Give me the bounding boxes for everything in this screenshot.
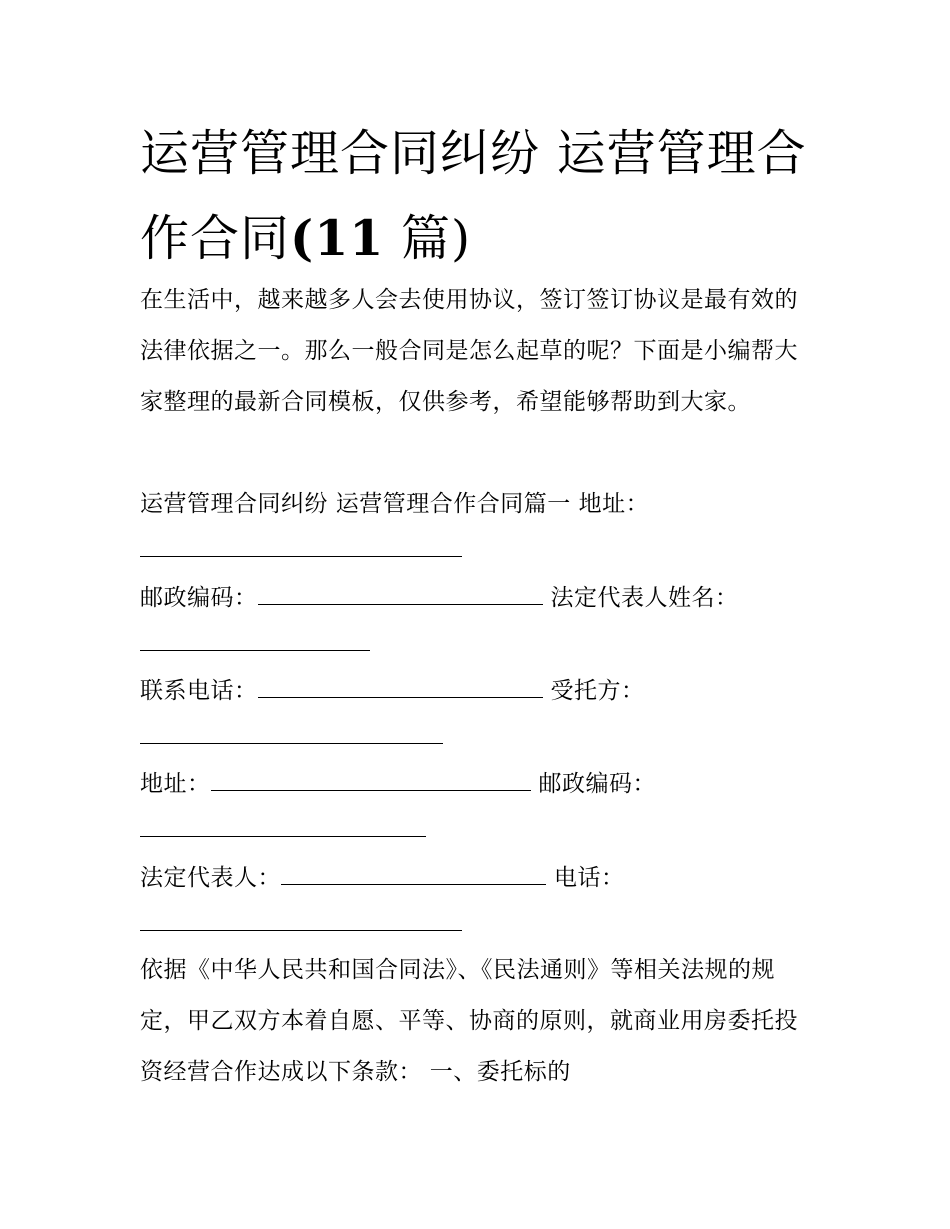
legal-rep-name-label: 法定代表人姓名： <box>550 585 739 611</box>
address-blank[interactable] <box>140 556 462 557</box>
phone-row <box>140 668 840 714</box>
document-title <box>140 112 820 281</box>
phone-2-label: 电话： <box>554 865 625 891</box>
legal-rep-row <box>140 855 840 901</box>
address-2-blank[interactable] <box>211 764 531 791</box>
title-line-2-prefix: 作合同 <box>140 210 291 267</box>
phone-blank[interactable] <box>258 671 543 698</box>
address-row <box>140 761 840 807</box>
trustee-label: 受托方： <box>550 678 645 704</box>
trustee-blank[interactable] <box>140 743 443 744</box>
title-line-2-bold: (11 <box>290 209 385 267</box>
section-heading <box>140 481 840 527</box>
legal-rep-name-blank[interactable] <box>140 650 370 651</box>
title-line-2-suffix: 篇) <box>384 210 472 267</box>
postal-code-2-label: 邮政编码： <box>538 771 656 797</box>
phone-label: 联系电话： <box>140 678 258 704</box>
postal-code-label: 邮政编码： <box>140 585 258 611</box>
section-heading-text: 运营管理合同纠纷 运营管理合作合同篇一 地址： <box>140 491 650 517</box>
legal-rep-blank[interactable] <box>281 858 546 885</box>
body-paragraph: 依据《中华人民共和国合同法》、《民法通则》等相关法规的规定，甲乙双方本着自愿、平等、协商的原则，就商业用房委托投资经营合作达成以下条款： 一、委托标的 <box>140 957 798 1085</box>
intro-paragraph: 在生活中，越来越多人会去使用协议，签订签订协议是最有效的法律依据之一。那么一般合同是怎么起草的呢？下面是小编帮大家整理的最新合同模板，仅供参考，希望能够帮助到大家。 <box>140 287 798 415</box>
postal-code-row <box>140 575 840 621</box>
phone-2-blank[interactable] <box>140 930 462 931</box>
address-label: 地址： <box>140 771 211 797</box>
title-line-1: 运营管理合同纠纷 运营管理合 <box>140 125 807 182</box>
postal-code-2-blank[interactable] <box>140 836 426 837</box>
postal-code-blank[interactable] <box>258 578 543 605</box>
legal-rep-label: 法定代表人： <box>140 865 281 891</box>
